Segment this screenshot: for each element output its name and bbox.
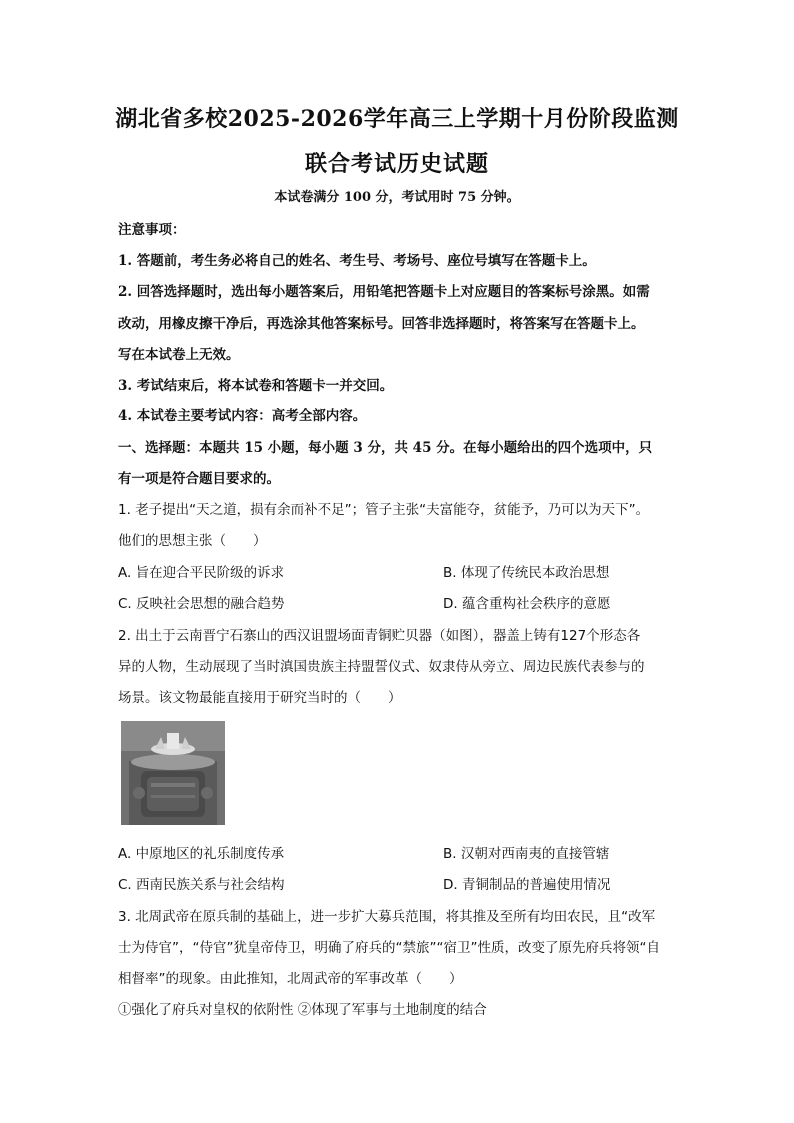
q3-statements: ①强化了府兵对皇权的依附性 ②体现了军事与土地制度的结合: [118, 1002, 487, 1018]
q2-option-c: C. 西南民族关系与社会结构: [118, 877, 285, 893]
exam-title-line1: 湖北省多校2025-2026学年高三上学期十月份阶段监测: [115, 106, 679, 132]
bronze-container-photo: [121, 721, 225, 825]
bronze-container-illustration: [121, 721, 225, 825]
exam-title-line2: 联合考试历史试题: [304, 151, 489, 177]
q2-stem-line3: 场景。该文物最能直接用于研究当时的（ ）: [118, 690, 402, 706]
notes-heading: 注意事项：: [118, 222, 186, 238]
q2-stem-line2: 异的人物，生动展现了当时滇国贵族主持盟誓仪式、奴隶侍从旁立、周边民族代表参与的: [118, 659, 645, 675]
q1-option-c: C. 反映社会思想的融合趋势: [118, 596, 285, 612]
q1-stem-line2: 他们的思想主张（ ）: [118, 533, 267, 549]
notes-item-2-line1: 2. 回答选择题时，选出每小题答案后，用铅笔把答题卡上对应题目的答案标号涂黑。如需: [118, 284, 650, 300]
q3-stem-line2: 士为侍官”，“侍官”犹皇帝侍卫，明确了府兵的“禁旅”“宿卫”性质，改变了原先府兵将领“自: [118, 940, 660, 956]
q1-option-a: A. 旨在迎合平民阶级的诉求: [118, 565, 285, 581]
q2-stem-line1: 2. 出土于云南晋宁石寨山的西汉诅盟场面青铜贮贝器（如图），器盖上铸有127个形态各: [118, 628, 641, 644]
notes-item-1: 1. 答题前，考生务必将自己的姓名、考生号、考场号、座位号填写在答题卡上。: [118, 253, 596, 269]
exam-meta: 本试卷满分 100 分，考试用时 75 分钟。: [274, 190, 520, 205]
q2-option-a: A. 中原地区的礼乐制度传承: [118, 846, 285, 862]
q2-option-d: D. 青铜制品的普遍使用情况: [443, 877, 611, 893]
q1-option-b: B. 体现了传统民本政治思想: [443, 565, 610, 581]
q1-option-d: D. 蕴含重构社会秩序的意愿: [443, 596, 611, 612]
q2-option-b: B. 汉朝对西南夷的直接管辖: [443, 846, 610, 862]
notes-item-3: 3. 考试结束后，将本试卷和答题卡一并交回。: [118, 378, 394, 394]
q1-stem-line1: 1. 老子提出“天之道，损有余而补不足”；管子主张“夫富能夺，贫能予，乃可以为天下”。: [118, 502, 650, 518]
notes-item-4: 4. 本试卷主要考试内容：高考全部内容。: [118, 408, 367, 424]
notes-item-2-line3: 写在本试卷上无效。: [118, 347, 240, 363]
section1-line2: 有一项是符合题目要求的。: [118, 471, 280, 487]
q3-stem-line1: 3. 北周武帝在原兵制的基础上，进一步扩大募兵范围，将其推及至所有均田农民，且“改军: [118, 909, 656, 925]
notes-item-2-line2: 改动，用橡皮擦干净后，再选涂其他答案标号。回答非选择题时，将答案写在答题卡上。: [118, 316, 645, 332]
section1-line1: 一、选择题：本题共 15 小题，每小题 3 分，共 45 分。在每小题给出的四个选项中，只: [118, 440, 653, 456]
q3-stem-line3: 相督率”的现象。由此推知，北周武帝的军事改革（ ）: [118, 971, 463, 987]
